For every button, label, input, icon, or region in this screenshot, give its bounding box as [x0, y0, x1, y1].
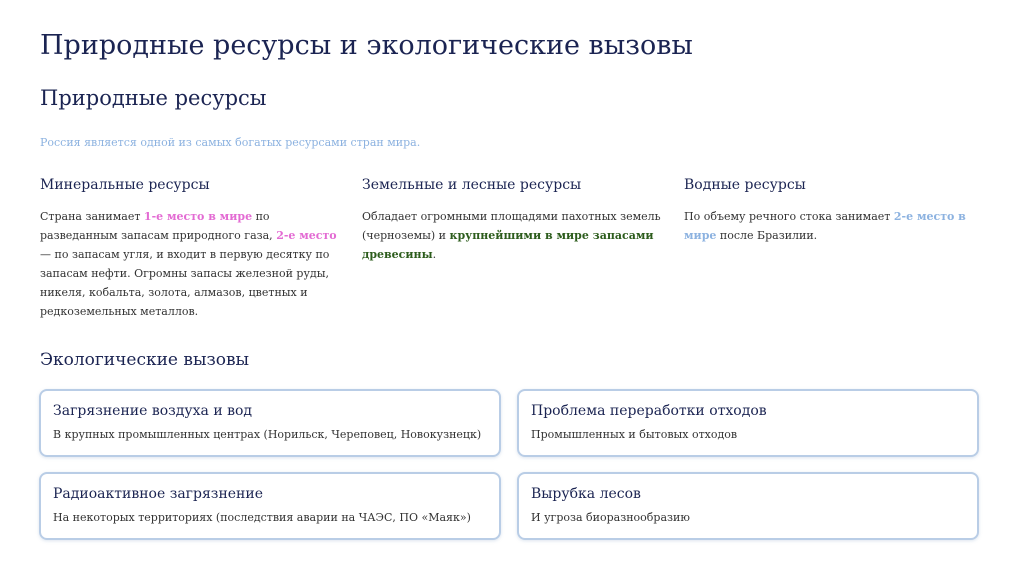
challenge-card-pollution — [39, 389, 501, 457]
challenge-heading: Радиоактивное загрязнение — [53, 486, 264, 502]
resource-heading: Минеральные ресурсы — [40, 177, 210, 193]
highlight-text: 2-е место в мире — [684, 210, 966, 242]
resource-text — [40, 207, 340, 321]
challenge-card-waste — [517, 389, 979, 457]
body-text: . — [432, 248, 437, 261]
section-title-resources: Природные ресурсы — [40, 86, 267, 110]
body-text: По объему речного стока занимает — [684, 210, 894, 223]
highlight-text: 2-е место — [276, 229, 337, 242]
highlight-text: крупнейшими в мире запасами древесины — [362, 229, 654, 261]
highlight-text: 1-е место в мире — [143, 210, 253, 223]
challenge-text: На некоторых территориях (последствия аварии на ЧАЭС, ПО «Маяк») — [53, 511, 471, 524]
challenge-text: Промышленных и бытовых отходов — [531, 428, 738, 441]
challenge-heading: Загрязнение воздуха и вод — [53, 403, 253, 419]
challenge-text: И угроза биоразнообразию — [531, 511, 690, 524]
challenge-card-deforestation — [517, 472, 979, 540]
body-text: — по запасам угля, и входит в первую десятку по запасам нефти. Огромны запасы железной руды, никеля, кобальта, золота, алмазов, цветных и редкоземельных металлов. — [40, 248, 330, 318]
challenge-card-radiation — [39, 472, 501, 540]
resource-heading: Водные ресурсы — [684, 177, 806, 193]
resource-heading: Земельные и лесные ресурсы — [362, 177, 582, 193]
section-title-ecology: Экологические вызовы — [40, 350, 250, 370]
resource-text — [684, 207, 984, 245]
challenge-heading: Проблема переработки отходов — [531, 403, 767, 419]
page-title: Природные ресурсы и экологические вызовы — [40, 30, 693, 61]
body-text: после Бразилии. — [716, 229, 818, 242]
challenge-heading: Вырубка лесов — [531, 486, 641, 502]
resource-column-water — [684, 177, 984, 245]
resource-text — [362, 207, 662, 264]
resource-column-land — [362, 177, 662, 264]
challenge-text: В крупных промышленных центрах (Норильск, Череповец, Новокузнецк) — [53, 428, 482, 441]
body-text: Страна занимает — [40, 210, 144, 223]
intro-text: Россия является одной из самых богатых ресурсами стран мира. — [40, 136, 421, 149]
body-text: Обладает огромными площадями пахотных земель (черноземы) и — [362, 210, 661, 242]
resource-column-mineral — [40, 177, 340, 321]
body-text: по разведанным запасам природного газа, — [40, 210, 277, 242]
